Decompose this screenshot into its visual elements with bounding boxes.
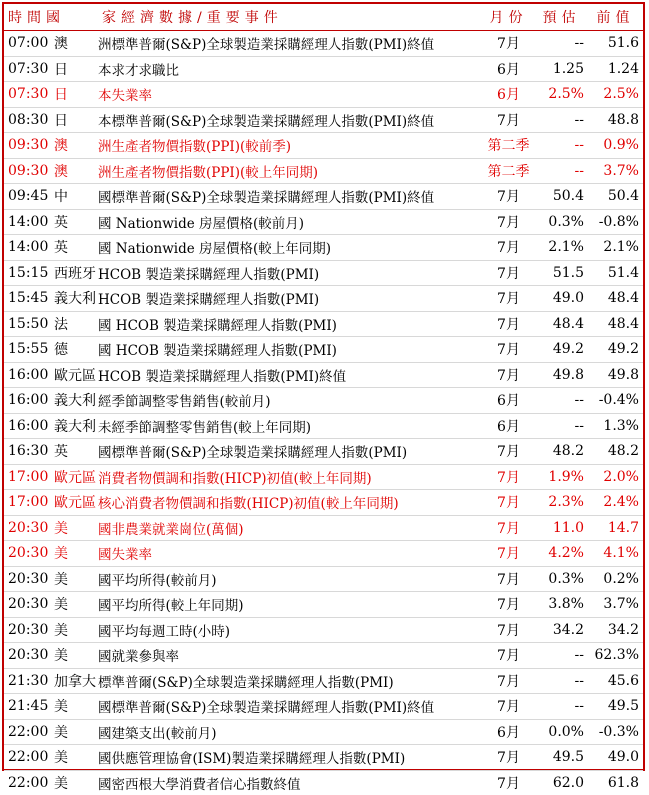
time-cell: 16:00 <box>4 362 54 388</box>
time-cell: 17:00 <box>4 464 54 490</box>
time-cell: 21:30 <box>4 668 54 694</box>
time-cell: 14:00 <box>4 235 54 261</box>
previous-cell: 50.4 <box>588 184 643 210</box>
month-cell: 7月 <box>482 235 535 261</box>
month-cell: 7月 <box>482 184 535 210</box>
table-row <box>4 158 643 184</box>
country-cell: 加拿大 <box>54 668 98 694</box>
month-cell: 6月 <box>482 413 535 439</box>
forecast-cell: 11.0 <box>535 515 588 541</box>
table-row <box>4 668 643 694</box>
forecast-cell: 50.4 <box>535 184 588 210</box>
month-cell: 7月 <box>482 490 535 516</box>
country-cell: 日 <box>54 56 98 82</box>
event-cell: 國 HCOB 製造業採購經理人指數(PMI) <box>98 311 482 337</box>
time-cell: 07:30 <box>4 82 54 108</box>
month-cell: 6月 <box>482 82 535 108</box>
table-row <box>4 362 643 388</box>
month-cell: 7月 <box>482 592 535 618</box>
time-cell: 09:45 <box>4 184 54 210</box>
month-cell: 7月 <box>482 643 535 669</box>
previous-cell: 49.5 <box>588 694 643 720</box>
forecast-cell: 0.3% <box>535 209 588 235</box>
time-cell: 08:30 <box>4 107 54 133</box>
forecast-cell: 49.5 <box>535 745 588 771</box>
event-cell: 本求才求職比 <box>98 56 482 82</box>
event-cell: HCOB 製造業採購經理人指數(PMI)終值 <box>98 362 482 388</box>
event-cell: 國非農業就業崗位(萬個) <box>98 515 482 541</box>
forecast-cell: -- <box>535 133 588 159</box>
month-cell: 7月 <box>482 107 535 133</box>
forecast-cell: 62.0 <box>535 770 588 795</box>
forecast-cell: 2.5% <box>535 82 588 108</box>
previous-cell: 1.3% <box>588 413 643 439</box>
table-row <box>4 311 643 337</box>
table-row <box>4 643 643 669</box>
country-cell: 澳 <box>54 133 98 159</box>
country-cell: 美 <box>54 617 98 643</box>
forecast-cell: 2.3% <box>535 490 588 516</box>
table-row <box>4 388 643 414</box>
country-cell: 歐元區 <box>54 490 98 516</box>
month-cell: 7月 <box>482 694 535 720</box>
country-cell: 西班牙 <box>54 260 98 286</box>
time-cell: 16:00 <box>4 388 54 414</box>
previous-cell: -0.4% <box>588 388 643 414</box>
header-previous: 前值 <box>588 4 643 31</box>
time-cell: 14:00 <box>4 209 54 235</box>
month-cell: 7月 <box>482 515 535 541</box>
table-row <box>4 133 643 159</box>
previous-cell: 34.2 <box>588 617 643 643</box>
event-cell: 國 HCOB 製造業採購經理人指數(PMI) <box>98 337 482 363</box>
time-cell: 15:55 <box>4 337 54 363</box>
previous-cell: 49.0 <box>588 745 643 771</box>
previous-cell: -0.8% <box>588 209 643 235</box>
table-row <box>4 235 643 261</box>
country-cell: 歐元區 <box>54 362 98 388</box>
time-cell: 09:30 <box>4 133 54 159</box>
country-cell: 英 <box>54 439 98 465</box>
country-cell: 英 <box>54 235 98 261</box>
country-cell: 美 <box>54 541 98 567</box>
forecast-cell: 48.4 <box>535 311 588 337</box>
month-cell: 6月 <box>482 719 535 745</box>
event-cell: 國平均每週工時(小時) <box>98 617 482 643</box>
previous-cell: 49.8 <box>588 362 643 388</box>
month-cell: 第二季 <box>482 158 535 184</box>
previous-cell: 45.6 <box>588 668 643 694</box>
table-row <box>4 337 643 363</box>
previous-cell: 2.4% <box>588 490 643 516</box>
month-cell: 7月 <box>482 362 535 388</box>
month-cell: 6月 <box>482 388 535 414</box>
previous-cell: 14.7 <box>588 515 643 541</box>
forecast-cell: -- <box>535 668 588 694</box>
table-row <box>4 541 643 567</box>
forecast-cell: -- <box>535 158 588 184</box>
country-cell: 中 <box>54 184 98 210</box>
table-row <box>4 107 643 133</box>
event-cell: 國就業參與率 <box>98 643 482 669</box>
event-cell: 洲生產者物價指數(PPI)(較前季) <box>98 133 482 159</box>
event-cell: 國失業率 <box>98 541 482 567</box>
event-cell: 標準普爾(S&P)全球製造業採購經理人指數(PMI) <box>98 668 482 694</box>
table-row <box>4 260 643 286</box>
forecast-cell: 34.2 <box>535 617 588 643</box>
event-cell: 未經季節調整零售銷售(較上年同期) <box>98 413 482 439</box>
event-cell: 國標準普爾(S&P)全球製造業採購經理人指數(PMI)終值 <box>98 694 482 720</box>
month-cell: 7月 <box>482 260 535 286</box>
table-row <box>4 209 643 235</box>
time-cell: 22:00 <box>4 719 54 745</box>
event-cell: 洲生產者物價指數(PPI)(較上年同期) <box>98 158 482 184</box>
month-cell: 7月 <box>482 209 535 235</box>
month-cell: 7月 <box>482 668 535 694</box>
previous-cell: 0.9% <box>588 133 643 159</box>
month-cell: 7月 <box>482 541 535 567</box>
forecast-cell: -- <box>535 107 588 133</box>
forecast-cell: -- <box>535 413 588 439</box>
forecast-cell: 49.2 <box>535 337 588 363</box>
country-cell: 澳 <box>54 31 98 57</box>
header-event: 家經濟數據/重要事件 <box>98 4 482 31</box>
country-cell: 義大利 <box>54 388 98 414</box>
country-cell: 美 <box>54 745 98 771</box>
month-cell: 7月 <box>482 617 535 643</box>
country-cell: 美 <box>54 515 98 541</box>
event-cell: 國 Nationwide 房屋價格(較上年同期) <box>98 235 482 261</box>
month-cell: 7月 <box>482 745 535 771</box>
previous-cell: 48.4 <box>588 286 643 312</box>
event-cell: 洲標準普爾(S&P)全球製造業採購經理人指數(PMI)終值 <box>98 31 482 57</box>
event-cell: 核心消費者物價調和指數(HICP)初值(較上年同期) <box>98 490 482 516</box>
header-row <box>4 4 643 31</box>
month-cell: 7月 <box>482 31 535 57</box>
table-row <box>4 770 643 795</box>
previous-cell: 3.7% <box>588 592 643 618</box>
table-row <box>4 719 643 745</box>
event-cell: 國密西根大學消費者信心指數終值 <box>98 770 482 795</box>
time-cell: 20:30 <box>4 592 54 618</box>
time-cell: 20:30 <box>4 515 54 541</box>
table-row <box>4 566 643 592</box>
country-cell: 法 <box>54 311 98 337</box>
country-cell: 美 <box>54 719 98 745</box>
table-row <box>4 439 643 465</box>
forecast-cell: 0.0% <box>535 719 588 745</box>
event-cell: 經季節調整零售銷售(較前月) <box>98 388 482 414</box>
forecast-cell: 2.1% <box>535 235 588 261</box>
time-cell: 07:30 <box>4 56 54 82</box>
forecast-cell: 0.3% <box>535 566 588 592</box>
forecast-cell: -- <box>535 388 588 414</box>
header-time-country: 時間國 <box>4 4 98 31</box>
country-cell: 日 <box>54 107 98 133</box>
event-cell: 國建築支出(較前月) <box>98 719 482 745</box>
time-cell: 22:00 <box>4 770 54 795</box>
country-cell: 美 <box>54 566 98 592</box>
country-cell: 美 <box>54 592 98 618</box>
previous-cell: 4.1% <box>588 541 643 567</box>
forecast-cell: 49.0 <box>535 286 588 312</box>
time-cell: 15:45 <box>4 286 54 312</box>
event-cell: 國平均所得(較上年同期) <box>98 592 482 618</box>
forecast-cell: -- <box>535 31 588 57</box>
month-cell: 7月 <box>482 566 535 592</box>
month-cell: 7月 <box>482 770 535 795</box>
country-cell: 澳 <box>54 158 98 184</box>
forecast-cell: -- <box>535 643 588 669</box>
time-cell: 15:15 <box>4 260 54 286</box>
month-cell: 第二季 <box>482 133 535 159</box>
event-cell: 國供應管理協會(ISM)製造業採購經理人指數(PMI) <box>98 745 482 771</box>
forecast-cell: 1.9% <box>535 464 588 490</box>
time-cell: 15:50 <box>4 311 54 337</box>
time-cell: 16:30 <box>4 439 54 465</box>
time-cell: 20:30 <box>4 643 54 669</box>
previous-cell: 62.3% <box>588 643 643 669</box>
forecast-cell: 51.5 <box>535 260 588 286</box>
country-cell: 美 <box>54 694 98 720</box>
previous-cell: 2.5% <box>588 82 643 108</box>
country-cell: 美 <box>54 643 98 669</box>
event-cell: 國平均所得(較前月) <box>98 566 482 592</box>
previous-cell: 48.8 <box>588 107 643 133</box>
table-row <box>4 82 643 108</box>
time-cell: 21:45 <box>4 694 54 720</box>
table-row <box>4 515 643 541</box>
previous-cell: 2.1% <box>588 235 643 261</box>
time-cell: 09:30 <box>4 158 54 184</box>
event-cell: 國標準普爾(S&P)全球製造業採購經理人指數(PMI)終值 <box>98 184 482 210</box>
time-cell: 16:00 <box>4 413 54 439</box>
country-cell: 美 <box>54 770 98 795</box>
event-cell: 消費者物價調和指數(HICP)初值(較上年同期) <box>98 464 482 490</box>
forecast-cell: -- <box>535 694 588 720</box>
event-cell: 本標準普爾(S&P)全球製造業採購經理人指數(PMI)終值 <box>98 107 482 133</box>
previous-cell: 3.7% <box>588 158 643 184</box>
table-row <box>4 490 643 516</box>
previous-cell: 51.4 <box>588 260 643 286</box>
table-row <box>4 31 643 57</box>
previous-cell: 48.2 <box>588 439 643 465</box>
country-cell: 日 <box>54 82 98 108</box>
month-cell: 7月 <box>482 464 535 490</box>
previous-cell: 0.2% <box>588 566 643 592</box>
previous-cell: 1.24 <box>588 56 643 82</box>
previous-cell: 2.0% <box>588 464 643 490</box>
previous-cell: 61.8 <box>588 770 643 795</box>
economic-calendar-table <box>4 4 643 795</box>
table-row <box>4 694 643 720</box>
time-cell: 17:00 <box>4 490 54 516</box>
previous-cell: -0.3% <box>588 719 643 745</box>
header-forecast: 預估 <box>535 4 588 31</box>
previous-cell: 48.4 <box>588 311 643 337</box>
table-row <box>4 413 643 439</box>
month-cell: 7月 <box>482 311 535 337</box>
previous-cell: 51.6 <box>588 31 643 57</box>
table-row <box>4 592 643 618</box>
table-body <box>4 31 643 795</box>
country-cell: 義大利 <box>54 413 98 439</box>
event-cell: 國標準普爾(S&P)全球製造業採購經理人指數(PMI) <box>98 439 482 465</box>
header-month: 月份 <box>482 4 535 31</box>
country-cell: 英 <box>54 209 98 235</box>
forecast-cell: 3.8% <box>535 592 588 618</box>
table-row <box>4 464 643 490</box>
time-cell: 22:00 <box>4 745 54 771</box>
table-row <box>4 745 643 771</box>
table-row <box>4 56 643 82</box>
country-cell: 歐元區 <box>54 464 98 490</box>
event-cell: 本失業率 <box>98 82 482 108</box>
time-cell: 20:30 <box>4 566 54 592</box>
forecast-cell: 48.2 <box>535 439 588 465</box>
forecast-cell: 4.2% <box>535 541 588 567</box>
forecast-cell: 49.8 <box>535 362 588 388</box>
previous-cell: 49.2 <box>588 337 643 363</box>
event-cell: HCOB 製造業採購經理人指數(PMI) <box>98 286 482 312</box>
country-cell: 德 <box>54 337 98 363</box>
event-cell: 國 Nationwide 房屋價格(較前月) <box>98 209 482 235</box>
month-cell: 7月 <box>482 337 535 363</box>
time-cell: 07:00 <box>4 31 54 57</box>
table-row <box>4 286 643 312</box>
month-cell: 6月 <box>482 56 535 82</box>
forecast-cell: 1.25 <box>535 56 588 82</box>
table-row <box>4 184 643 210</box>
month-cell: 7月 <box>482 439 535 465</box>
table-row <box>4 617 643 643</box>
time-cell: 20:30 <box>4 541 54 567</box>
country-cell: 義大利 <box>54 286 98 312</box>
month-cell: 7月 <box>482 286 535 312</box>
economic-calendar-frame <box>2 2 645 771</box>
event-cell: HCOB 製造業採購經理人指數(PMI) <box>98 260 482 286</box>
time-cell: 20:30 <box>4 617 54 643</box>
